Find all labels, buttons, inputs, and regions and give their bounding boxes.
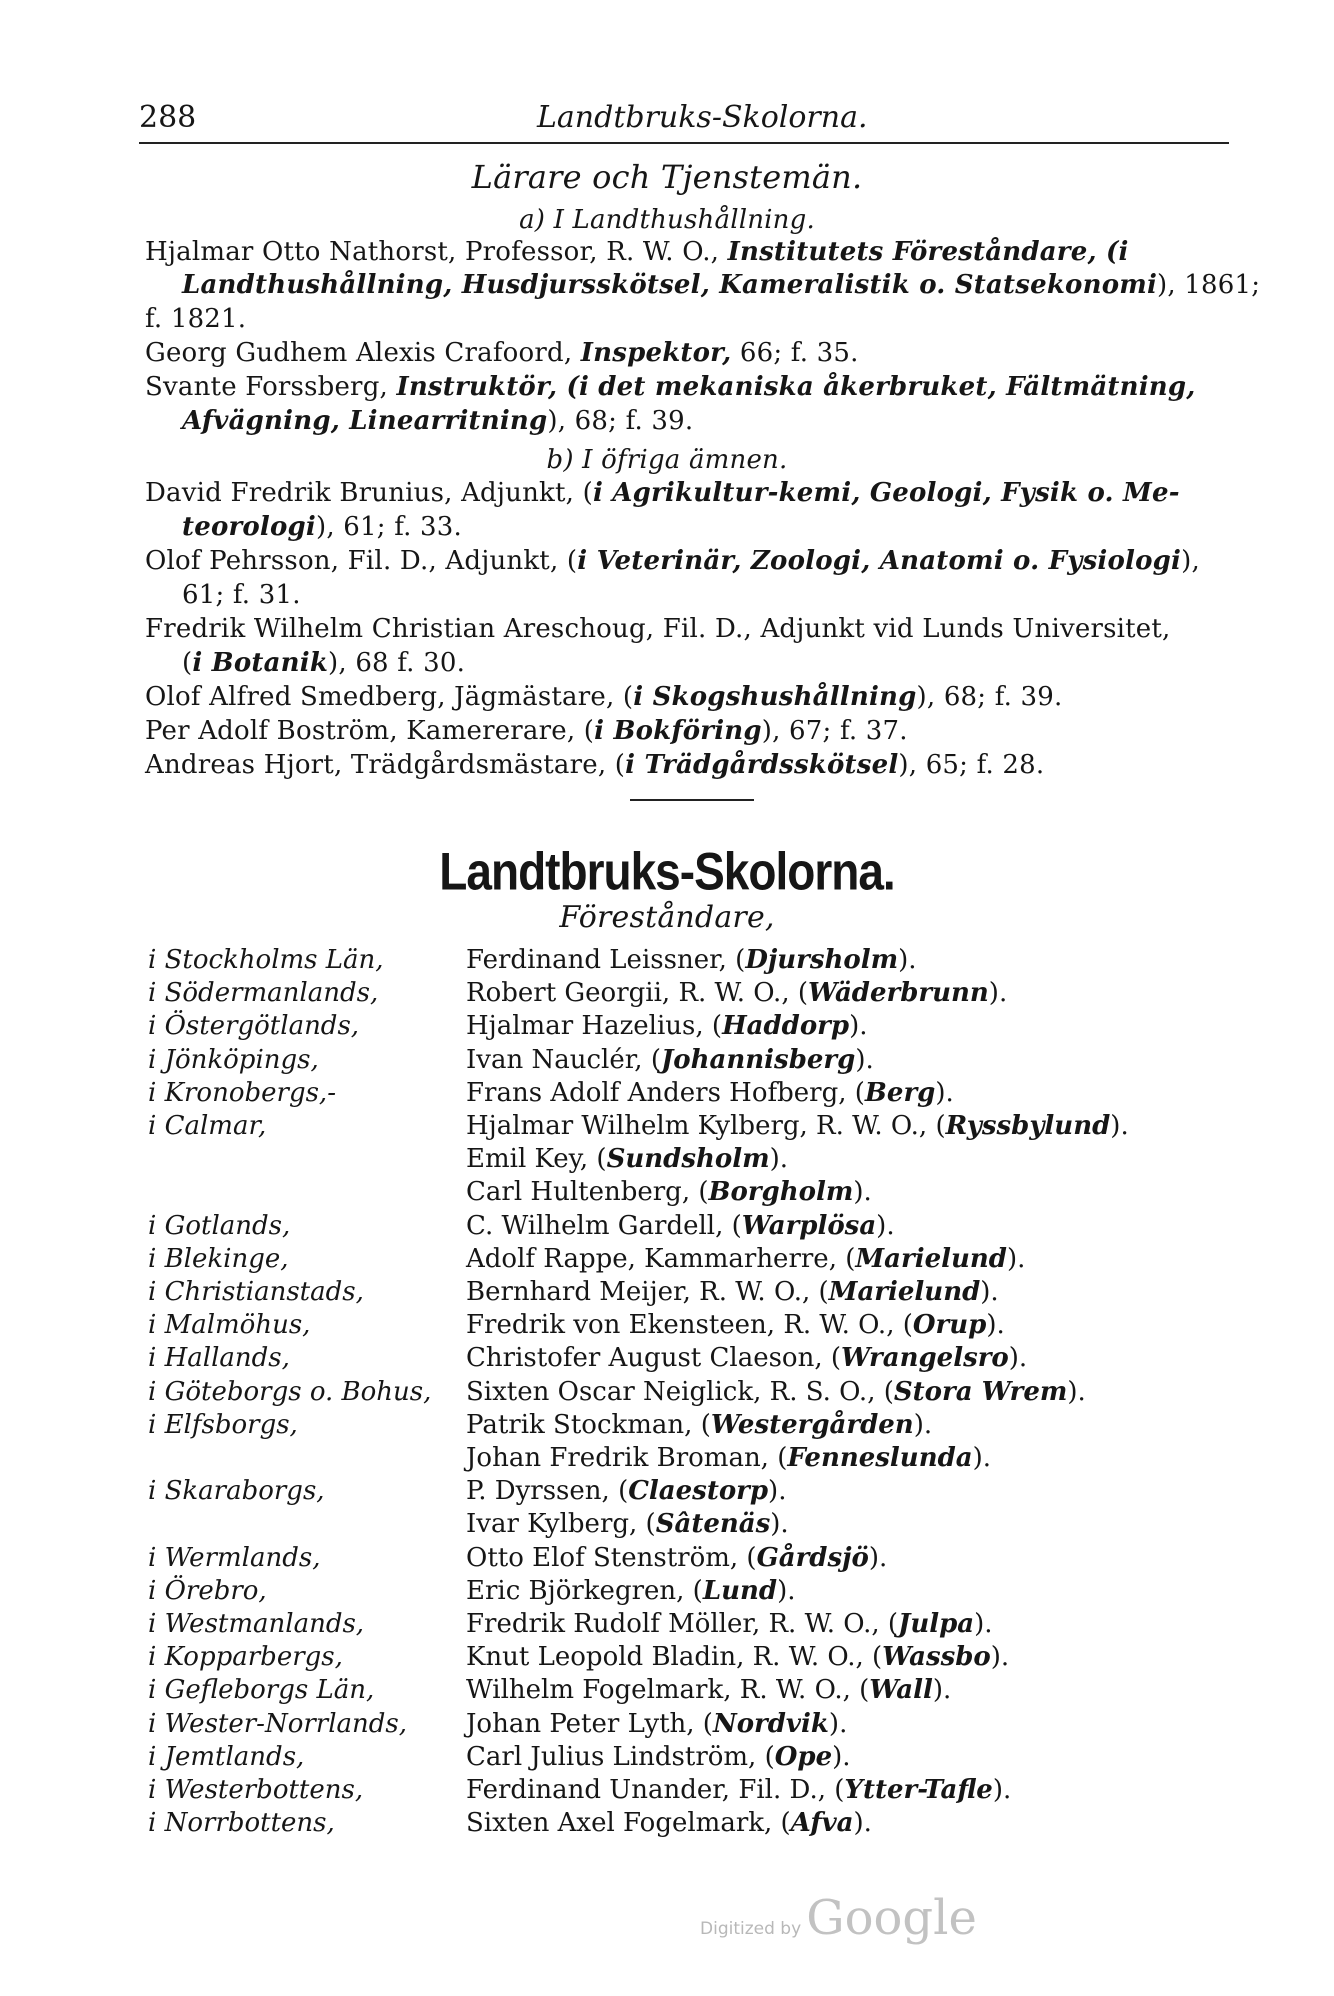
- school-director: [466, 1310, 1005, 1340]
- director-name: Ivan Nauclér, (: [466, 1045, 661, 1075]
- school-director: [466, 1078, 954, 1108]
- entry-subjects: i Trädgårdsskötsel: [625, 750, 899, 780]
- school-director: [466, 1775, 1011, 1805]
- director-name: Sixten Oscar Neiglick, R. S. O., (: [466, 1377, 894, 1407]
- entry-details: ), 1861;: [1157, 270, 1261, 300]
- director-name: Sixten Axel Fogelmark, (: [466, 1808, 791, 1838]
- digitized-watermark: [700, 1890, 977, 1946]
- director-name: Knut Leopold Bladin, R. W. O., (: [466, 1642, 883, 1672]
- entry-role: Inspektor,: [580, 338, 732, 368]
- entry-name: Per Adolf Boström, Kamererare, (: [145, 716, 595, 746]
- google-logo: Google: [806, 1890, 977, 1946]
- section-title: Lärare och Tjenstemän.: [471, 158, 863, 196]
- school-place: Gårdsjö: [756, 1543, 869, 1573]
- entry-pehrsson-line1: [145, 546, 1200, 576]
- school-place: Haddorp: [722, 1011, 850, 1041]
- school-director: [466, 1808, 872, 1838]
- school-region: i Elfsborgs,: [148, 1410, 298, 1440]
- page-header: [139, 100, 1229, 144]
- entry-details: ), 68; f. 39.: [547, 406, 694, 436]
- director-close: ).: [855, 1045, 874, 1075]
- school-director: [466, 1111, 1129, 1141]
- school-director: [466, 1509, 789, 1539]
- school-region: i Skaraborgs,: [148, 1476, 325, 1506]
- school-region: i Jemtlands,: [148, 1742, 305, 1772]
- director-name: Adolf Rappe, Kammarherre, (: [466, 1244, 856, 1274]
- school-place: Wäderbrunn: [808, 978, 989, 1008]
- entry-subjects: Landthushållning, Husdjursskötsel, Kameralistik o. Statsekonomi: [182, 270, 1158, 300]
- entry-subjects: i Agrikultur-kemi, Geologi, Fysik o. Me-: [592, 478, 1180, 508]
- school-director: [466, 1343, 1027, 1373]
- school-place: Fenneslunda: [787, 1443, 973, 1473]
- school-region: i Westerbottens,: [148, 1775, 364, 1805]
- section-divider: [630, 799, 754, 801]
- school-place: Wassbo: [882, 1642, 991, 1672]
- entry-name: Olof Pehrsson, Fil. D., Adjunkt, (: [145, 546, 578, 576]
- school-place: Borgholm: [708, 1177, 854, 1207]
- director-name: Patrik Stockman, (: [466, 1410, 711, 1440]
- entry-details: ), 65; f. 28.: [898, 750, 1045, 780]
- entry-details: ), 61; f. 33.: [316, 512, 462, 542]
- entry-subjects: Afvägning, Linearritning: [182, 406, 548, 436]
- school-director: [466, 945, 917, 975]
- director-name: Robert Georgii, R. W. O., (: [466, 978, 808, 1008]
- entry-name: Svante Forssberg,: [145, 372, 397, 402]
- school-place: Wrangelsro: [841, 1343, 1009, 1373]
- entry-brunius-line2: [182, 512, 462, 542]
- entry-name: Andreas Hjort, Trädgårdsmästare, (: [145, 750, 626, 780]
- entry-name: Olof Alfred Smedberg, Jägmästare, (: [145, 682, 634, 712]
- entry-nathorst-line3: f. 1821.: [145, 304, 247, 334]
- running-head: Landtbruks-Skolorna.: [537, 100, 868, 135]
- subsection-b-label: b) I öfriga ämnen.: [546, 445, 788, 475]
- subsection-a-label: a) I Landthushållning.: [519, 205, 815, 235]
- director-name: Otto Elof Stenström, (: [466, 1543, 757, 1573]
- school-director: [466, 1709, 847, 1739]
- entry-subjects: i Veterinär, Zoologi, Anatomi o. Fysiologi: [577, 546, 1182, 576]
- school-director: [466, 1211, 895, 1241]
- entry-name: David Fredrik Brunius, Adjunkt, (: [145, 478, 593, 508]
- director-close: ).: [853, 1808, 872, 1838]
- entry-subjects: i Skogshushållning: [633, 682, 917, 712]
- school-region: i Malmöhus,: [148, 1310, 311, 1340]
- director-close: ).: [853, 1177, 872, 1207]
- director-close: ).: [770, 1509, 789, 1539]
- entry-details: ), 68; f. 39.: [916, 682, 1063, 712]
- director-name: Ivar Kylberg, (: [466, 1509, 656, 1539]
- school-director: [466, 1642, 1009, 1672]
- entry-bostrom: [145, 716, 908, 746]
- entry-details: ),: [1181, 546, 1200, 576]
- school-director: [466, 1045, 874, 1075]
- director-close: ).: [849, 1011, 868, 1041]
- school-director: [466, 1011, 867, 1041]
- director-close: ).: [1110, 1111, 1129, 1141]
- school-director: [466, 1144, 788, 1174]
- school-place: Westergården: [710, 1410, 914, 1440]
- director-close: ).: [932, 1675, 952, 1705]
- entry-areschoug-line1: Fredrik Wilhelm Christian Areschoug, Fil. D., Adjunkt vid Lunds Universitet,: [145, 614, 1171, 644]
- director-name: Emil Key, (: [466, 1144, 607, 1174]
- entry-smedberg: [145, 682, 1063, 712]
- entry-name: Hjalmar Otto Nathorst, Professor, R. W. O.,: [145, 237, 728, 267]
- director-name: C. Wilhelm Gardell, (: [466, 1211, 742, 1241]
- school-region: i Östergötlands,: [148, 1011, 360, 1041]
- entry-role: Instruktör, (i det mekaniska åkerbruket, Fältmätning,: [396, 372, 1196, 402]
- director-name: Johan Peter Lyth, (: [466, 1709, 713, 1739]
- subheading: Föreståndare,: [559, 900, 775, 935]
- school-director: [466, 1543, 887, 1573]
- entry-nathorst-line1: [145, 237, 1129, 267]
- director-close: ).: [986, 1310, 1005, 1340]
- entry-name: Georg Gudhem Alexis Crafoord,: [145, 338, 581, 368]
- subsection-b: [0, 445, 1334, 475]
- school-place: Warplösa: [741, 1211, 877, 1241]
- director-close: ).: [980, 1277, 999, 1307]
- subsection-a: [0, 205, 1334, 235]
- school-place: Lund: [702, 1576, 778, 1606]
- director-close: ).: [992, 1775, 1012, 1805]
- school-director: [466, 1576, 796, 1606]
- school-region: i Kronobergs,-: [148, 1078, 336, 1108]
- director-name: Eric Björkegren, (: [466, 1576, 703, 1606]
- entry-hjort: [145, 750, 1044, 780]
- digitized-label: Digitized by: [700, 1919, 802, 1939]
- director-close: ).: [935, 1078, 954, 1108]
- school-region: i Gefleborgs Län,: [148, 1675, 375, 1705]
- director-close: ).: [768, 1476, 787, 1506]
- school-director: [466, 1443, 991, 1473]
- entry-brunius-line1: [145, 478, 1180, 508]
- school-director: [466, 1675, 951, 1705]
- school-place: Nordvik: [712, 1709, 829, 1739]
- school-place: Ope: [774, 1742, 833, 1772]
- director-name: Christofer August Claeson, (: [466, 1343, 842, 1373]
- school-place: Ryssbylund: [945, 1111, 1111, 1141]
- director-close: ).: [1006, 1244, 1026, 1274]
- school-place: Marielund: [828, 1277, 981, 1307]
- school-place: Claestorp: [628, 1476, 769, 1506]
- school-region: i Westmanlands,: [148, 1609, 365, 1639]
- director-close: ).: [777, 1576, 796, 1606]
- school-place: Johannisberg: [660, 1045, 856, 1075]
- director-close: ).: [828, 1709, 848, 1739]
- entry-subjects: i Bokföring: [594, 716, 762, 746]
- page-number: 288: [139, 100, 197, 135]
- entry-pehrsson-line2: 61; f. 31.: [182, 580, 301, 610]
- entry-role: Institutets Föreståndare, (i: [727, 237, 1129, 267]
- school-region: i Hallands,: [148, 1343, 290, 1373]
- school-place: Orup: [912, 1310, 987, 1340]
- director-close: ).: [898, 945, 917, 975]
- school-region: i Gotlands,: [148, 1211, 291, 1241]
- entry-details: ), 68 f. 30.: [328, 648, 466, 678]
- director-close: ).: [913, 1410, 933, 1440]
- school-director: [466, 1609, 993, 1639]
- director-close: ).: [832, 1742, 851, 1772]
- school-director: [466, 1277, 999, 1307]
- director-name: Johan Fredrik Broman, (: [466, 1443, 788, 1473]
- school-director: [466, 1410, 932, 1440]
- school-place: Wall: [869, 1675, 933, 1705]
- school-director: [466, 1476, 786, 1506]
- school-region: i Göteborgs o. Bohus,: [148, 1377, 432, 1407]
- school-place: Ytter-Tafle: [844, 1775, 993, 1805]
- school-place: Berg: [864, 1078, 936, 1108]
- director-close: ).: [974, 1609, 993, 1639]
- school-region: i Blekinge,: [148, 1244, 289, 1274]
- director-name: Bernhard Meijer, R. W. O., (: [466, 1277, 829, 1307]
- school-region: i Stockholms Län,: [148, 945, 384, 975]
- school-director: [466, 1177, 872, 1207]
- school-place: Julpa: [898, 1609, 975, 1639]
- entry-subjects: i Botanik: [192, 648, 329, 678]
- entry-details: 66; f. 35.: [731, 338, 859, 368]
- director-name: Hjalmar Hazelius, (: [466, 1011, 723, 1041]
- director-name: Carl Hultenberg, (: [466, 1177, 709, 1207]
- school-region: i Norrbottens,: [148, 1808, 335, 1838]
- director-name: Carl Julius Lindström, (: [466, 1742, 775, 1772]
- entry-subjects: teorologi: [182, 512, 317, 542]
- school-place: Djursholm: [745, 945, 899, 975]
- school-place: Afva: [790, 1808, 854, 1838]
- director-close: ).: [972, 1443, 992, 1473]
- school-region: i Wester-Norrlands,: [148, 1709, 408, 1739]
- entry-areschoug-line2: [182, 648, 465, 678]
- school-region: i Södermanlands,: [148, 978, 379, 1008]
- school-place: Sundsholm: [606, 1144, 770, 1174]
- school-region: i Örebro,: [148, 1576, 267, 1606]
- school-region: i Calmar,: [148, 1111, 267, 1141]
- entry-forssberg-line2: [182, 406, 693, 436]
- entry-details: ), 67; f. 37.: [761, 716, 908, 746]
- school-place: Stora Wrem: [893, 1377, 1068, 1407]
- director-close: ).: [988, 978, 1008, 1008]
- director-close: ).: [1067, 1377, 1086, 1407]
- entry-crafoord: [145, 338, 859, 368]
- director-close: ).: [769, 1144, 789, 1174]
- school-place: Sâtenäs: [655, 1509, 771, 1539]
- director-close: ).: [1008, 1343, 1028, 1373]
- school-director: [466, 1377, 1086, 1407]
- director-close: ).: [876, 1211, 895, 1241]
- director-name: Fredrik von Ekensteen, R. W. O., (: [466, 1310, 913, 1340]
- main-heading: Landtbruks-Skolorna.: [439, 841, 895, 901]
- entry-nathorst-line2: [182, 270, 1260, 300]
- school-region: i Wermlands,: [148, 1543, 321, 1573]
- entry-forssberg-line1: [145, 372, 1196, 402]
- entry-paren: (: [182, 648, 193, 678]
- school-region: i Christianstads,: [148, 1277, 364, 1307]
- director-name: Frans Adolf Anders Hofberg, (: [466, 1078, 865, 1108]
- director-name: Wilhelm Fogelmark, R. W. O., (: [466, 1675, 870, 1705]
- director-close: ).: [990, 1642, 1010, 1672]
- director-name: P. Dyrssen, (: [466, 1476, 629, 1506]
- school-region: i Jönköpings,: [148, 1045, 319, 1075]
- director-close: ).: [868, 1543, 888, 1573]
- school-director: [466, 1244, 1025, 1274]
- school-region: i Kopparbergs,: [148, 1642, 343, 1672]
- director-name: Hjalmar Wilhelm Kylberg, R. W. O., (: [466, 1111, 946, 1141]
- director-name: Ferdinand Leissner, (: [466, 945, 746, 975]
- director-name: Fredrik Rudolf Möller, R. W. O., (: [466, 1609, 899, 1639]
- director-name: Ferdinand Unander, Fil. D., (: [466, 1775, 845, 1805]
- school-director: [466, 1742, 851, 1772]
- school-place: Marielund: [855, 1244, 1007, 1274]
- school-director: [466, 978, 1007, 1008]
